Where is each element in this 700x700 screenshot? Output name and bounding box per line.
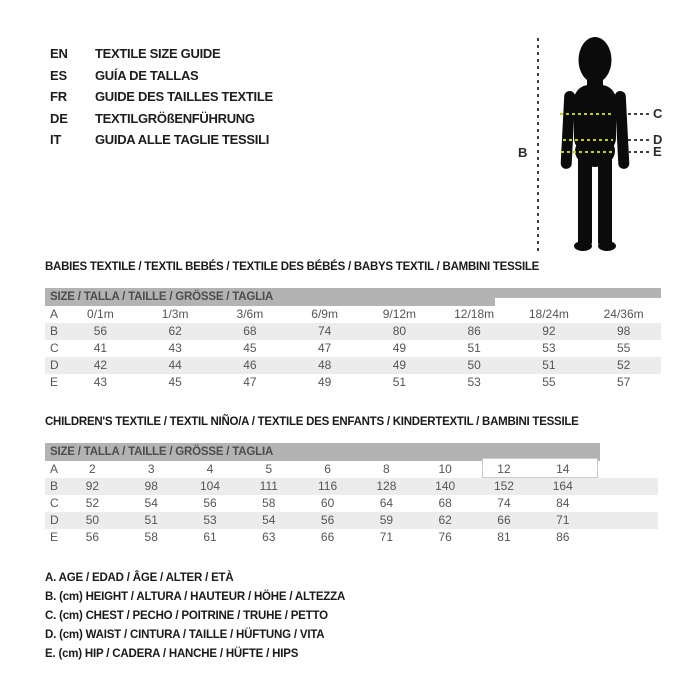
size-value-cell: 84	[556, 496, 570, 510]
language-title-list	[50, 43, 273, 151]
size-value-cell: 58	[144, 530, 158, 544]
size-value-cell: 9/12m	[382, 307, 417, 321]
size-value-cell: 50	[467, 358, 481, 372]
size-value-cell: 68	[243, 324, 257, 338]
size-value-cell: 58	[262, 496, 276, 510]
chest-label: C	[653, 106, 663, 121]
language-guide-title: GUIDA ALLE TAGLIE TESSILI	[95, 132, 270, 148]
size-value-cell: 66	[497, 513, 511, 527]
size-value-cell: 1/3m	[161, 307, 189, 321]
size-value-cell: 59	[379, 513, 394, 527]
size-value-cell: 43	[168, 341, 182, 355]
measurement-legend	[45, 569, 345, 664]
row-label: D	[50, 513, 59, 527]
size-value-cell: 71	[379, 530, 394, 544]
size-value-cell: 64	[379, 496, 394, 510]
size-value-cell: 55	[616, 341, 631, 355]
size-value-cell: 62	[438, 513, 452, 527]
size-value-cell: 2	[89, 462, 96, 476]
size-value-cell: 55	[542, 375, 556, 389]
size-value-cell: 128	[376, 479, 397, 493]
filler-cell	[592, 478, 658, 495]
header-bar-notch	[495, 298, 661, 306]
language-row	[50, 129, 273, 151]
hip-measure-line	[561, 151, 613, 153]
size-value-cell: 56	[93, 324, 108, 338]
children-size-table	[45, 443, 658, 546]
size-value-cell: 45	[243, 341, 257, 355]
size-value-cell: 6/9m	[311, 307, 338, 321]
language-guide-title: TEXTILE SIZE GUIDE	[95, 46, 221, 62]
size-value-cell: 54	[262, 513, 276, 527]
toddler-silhouette	[550, 33, 640, 255]
size-value-cell: 111	[259, 479, 278, 493]
size-value-cell: 53	[203, 513, 217, 527]
size-value-cell: 56	[320, 513, 335, 527]
size-value-cell: 68	[438, 496, 452, 510]
size-value-cell: 92	[85, 479, 100, 493]
language-row	[50, 43, 273, 65]
table-row	[45, 512, 658, 529]
size-value-cell: 86	[467, 324, 481, 338]
table-row	[45, 529, 658, 546]
size-value-cell: 86	[556, 530, 570, 544]
children-table-rows	[45, 461, 658, 546]
size-value-cell: 80	[392, 324, 407, 338]
size-header-label: SIZE / TALLA / TAILLE / GRÖSSE / TAGLIA	[50, 446, 274, 458]
size-value-cell: 81	[497, 530, 511, 544]
hip-label: E	[653, 144, 662, 159]
size-value-cell: 51	[542, 358, 556, 372]
size-value-cell: 63	[262, 530, 276, 544]
size-value-cell: 74	[497, 496, 511, 510]
row-label: C	[50, 496, 59, 510]
size-value-cell: 52	[85, 496, 100, 510]
size-value-cell: 98	[144, 479, 158, 493]
size-value-cell: 18/24m	[528, 307, 569, 321]
row-label: E	[50, 530, 59, 544]
size-value-cell: 49	[392, 358, 407, 372]
size-value-cell: 76	[438, 530, 452, 544]
size-value-cell: 24/36m	[603, 307, 644, 321]
language-code: IT	[50, 132, 62, 148]
measurement-figure	[500, 25, 700, 265]
size-value-cell: 6	[324, 462, 331, 476]
language-code: ES	[50, 67, 67, 83]
size-value-cell: 3	[147, 462, 155, 476]
legend-item: B. (cm) HEIGHT / ALTURA / HAUTEUR / HÖHE / ALTEZZA	[45, 591, 346, 603]
size-value-cell: 54	[144, 496, 158, 510]
size-value-cell: 60	[320, 496, 335, 510]
size-value-cell: 51	[392, 375, 407, 389]
filler-cell	[592, 512, 658, 529]
size-value-cell: 56	[203, 496, 217, 510]
size-value-cell: 116	[318, 479, 338, 493]
size-value-cell: 62	[168, 324, 182, 338]
size-value-cell: 57	[616, 375, 631, 389]
chest-guide-line	[628, 113, 650, 115]
babies-size-table	[45, 288, 661, 391]
table-row	[45, 374, 661, 391]
size-value-cell: 104	[199, 479, 220, 493]
language-code: DE	[50, 110, 68, 126]
size-value-cell: 14	[556, 462, 570, 476]
size-value-cell: 12	[497, 462, 511, 476]
language-guide-title: TEXTILGRÖßENFÜHRUNG	[95, 110, 255, 126]
size-value-cell: 140	[435, 479, 456, 493]
size-value-cell: 8	[383, 462, 390, 476]
row-label: E	[50, 375, 59, 389]
filler-cell	[592, 495, 658, 512]
size-header-label: SIZE / TALLA / TAILLE / GRÖSSE / TAGLIA	[50, 291, 274, 303]
size-value-cell: 45	[168, 375, 182, 389]
language-row	[50, 86, 273, 108]
hip-guide-line	[628, 151, 650, 153]
filler-cell	[592, 461, 658, 478]
waist-guide-line	[628, 139, 650, 141]
size-value-cell: 12/18m	[454, 307, 495, 321]
legend-item: C. (cm) CHEST / PECHO / POITRINE / TRUHE / PETTO	[45, 610, 328, 622]
table-row	[45, 357, 661, 374]
size-value-cell: 41	[93, 341, 108, 355]
size-value-cell: 52	[616, 358, 631, 372]
size-value-cell: 46	[243, 358, 257, 372]
size-value-cell: 71	[556, 513, 570, 527]
size-value-cell: 4	[206, 462, 214, 476]
size-value-cell: 56	[85, 530, 100, 544]
size-value-cell: 44	[168, 358, 182, 372]
row-label: D	[50, 358, 59, 372]
row-label: B	[50, 324, 59, 338]
height-guide-line	[537, 38, 539, 252]
size-value-cell: 74	[317, 324, 332, 338]
size-value-cell: 92	[542, 324, 556, 338]
size-value-cell: 48	[317, 358, 332, 372]
size-value-cell: 49	[317, 375, 332, 389]
size-value-cell: 47	[243, 375, 257, 389]
filler-cell	[592, 529, 658, 546]
size-value-cell: 98	[616, 324, 631, 338]
language-row	[50, 65, 273, 87]
language-guide-title: GUÍA DE TALLAS	[95, 67, 199, 83]
size-value-cell: 5	[265, 462, 273, 476]
waist-label: D	[653, 132, 663, 147]
size-value-cell: 3/6m	[236, 307, 264, 321]
language-code: EN	[50, 46, 68, 62]
table-row	[45, 323, 661, 340]
size-value-cell: 51	[467, 341, 481, 355]
size-value-cell: 0/1m	[87, 307, 114, 321]
size-value-cell: 51	[144, 513, 158, 527]
table-row	[45, 340, 661, 357]
row-label: C	[50, 341, 59, 355]
size-value-cell: 43	[93, 375, 108, 389]
table-row	[45, 495, 658, 512]
table-row	[45, 306, 661, 323]
legend-item: A. AGE / EDAD / ÂGE / ALTER / ETÀ	[45, 572, 234, 584]
waist-measure-line	[563, 139, 613, 141]
row-label: A	[50, 462, 59, 476]
row-label: B	[50, 479, 59, 493]
size-value-cell: 50	[85, 513, 100, 527]
size-value-cell: 61	[203, 530, 217, 544]
table-row	[45, 478, 658, 495]
size-value-cell: 53	[542, 341, 556, 355]
row-label: A	[50, 307, 59, 321]
language-row	[50, 108, 273, 130]
chest-measure-line	[560, 113, 613, 115]
babies-table-rows	[45, 306, 661, 391]
size-value-cell: 66	[320, 530, 335, 544]
table-row	[45, 461, 658, 478]
size-value-cell: 10	[438, 462, 452, 476]
language-code: FR	[50, 89, 67, 105]
legend-item: E. (cm) HIP / CADERA / HANCHE / HÜFTE / HIPS	[45, 648, 299, 660]
babies-table-title: BABIES TEXTILE / TEXTIL BEBÉS / TEXTILE DES BÉBÉS / BABYS TEXTIL / BAMBINI TESSILE	[45, 261, 540, 273]
size-value-cell: 164	[552, 479, 573, 493]
height-label: B	[518, 145, 528, 160]
size-value-cell: 42	[93, 358, 108, 372]
size-value-cell: 152	[493, 479, 514, 493]
children-table-title: CHILDREN'S TEXTILE / TEXTIL NIÑO/A / TEXTILE DES ENFANTS / KINDERTEXTIL / BAMBINI TESSILE	[45, 416, 579, 428]
legend-item: D. (cm) WAIST / CINTURA / TAILLE / HÜFTUNG / VITA	[45, 629, 325, 641]
size-value-cell: 53	[467, 375, 481, 389]
language-guide-title: GUIDE DES TAILLES TEXTILE	[95, 89, 273, 105]
size-value-cell: 49	[392, 341, 407, 355]
size-value-cell: 47	[317, 341, 332, 355]
